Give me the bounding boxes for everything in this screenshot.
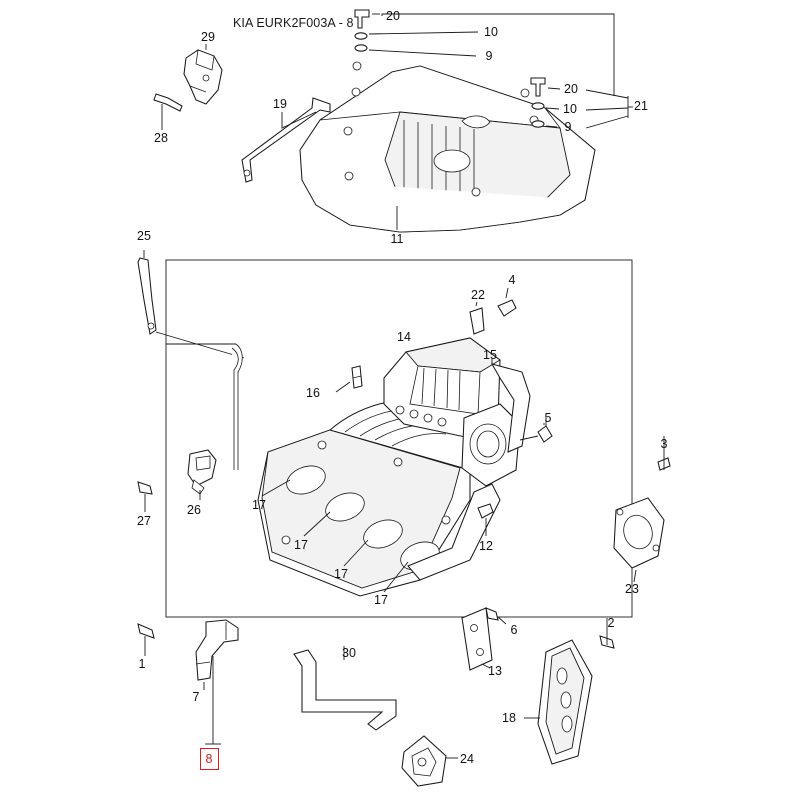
callout-20b[interactable]: 20 [564,82,578,96]
callout-9b[interactable]: 9 [564,120,572,134]
callout-1[interactable]: 1 [138,657,146,671]
callout-17d[interactable]: 17 [374,593,388,607]
callout-22[interactable]: 22 [471,288,485,302]
bracket-18-group [524,618,614,764]
callout-29[interactable]: 29 [201,30,215,44]
engine-cover-group [300,62,595,232]
callout-27[interactable]: 27 [137,514,151,528]
callout-6[interactable]: 6 [510,623,518,637]
callout-30[interactable]: 30 [342,646,356,660]
callout-21[interactable]: 21 [634,99,648,113]
callout-11[interactable]: 11 [390,232,404,246]
callout-18[interactable]: 18 [502,711,516,725]
callout-16[interactable]: 16 [306,386,320,400]
bracket-29-group [154,44,222,130]
callout-23[interactable]: 23 [625,582,639,596]
callout-17a[interactable]: 17 [252,498,266,512]
bracket-24-group [402,736,458,786]
callout-5[interactable]: 5 [544,411,552,425]
callout-28[interactable]: 28 [154,131,168,145]
callout-17b[interactable]: 17 [294,538,308,552]
gasket-23-group [614,436,670,582]
callout-9a[interactable]: 9 [485,49,493,63]
diagram-title: KIA EURK2F003A - 8 [233,16,354,30]
callout-3[interactable]: 3 [660,437,668,451]
callout-13[interactable]: 13 [488,664,502,678]
callout-10b[interactable]: 10 [563,102,577,116]
callout-10a[interactable]: 10 [484,25,498,39]
callout-15[interactable]: 15 [483,348,497,362]
sensor-26-group [138,450,216,512]
callout-4[interactable]: 4 [508,273,516,287]
rod-25-group [138,250,244,470]
callout-2[interactable]: 2 [607,616,615,630]
callout-12[interactable]: 12 [479,539,493,553]
callout-17c[interactable]: 17 [334,567,348,581]
callout-7[interactable]: 7 [192,690,200,704]
callout-19[interactable]: 19 [273,97,287,111]
callout-25[interactable]: 25 [137,229,151,243]
bolt-1-group [138,624,154,656]
callout-14[interactable]: 14 [397,330,411,344]
callout-26[interactable]: 26 [187,503,201,517]
callout-8[interactable]: 8 [205,752,213,766]
hose-7-group [196,620,238,744]
callout-24[interactable]: 24 [460,752,474,766]
callout-20a[interactable]: 20 [386,9,400,23]
